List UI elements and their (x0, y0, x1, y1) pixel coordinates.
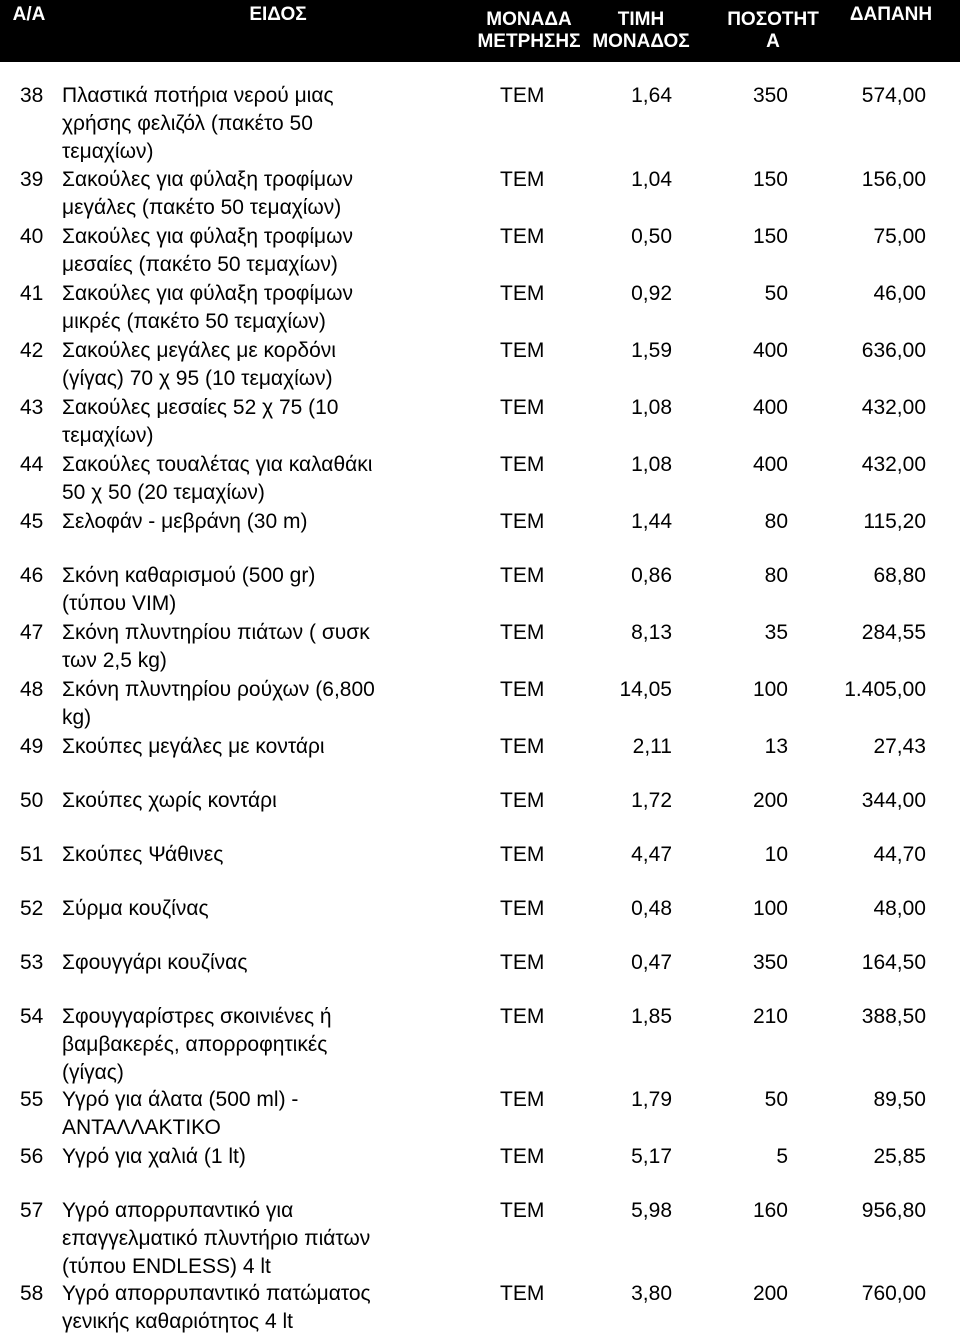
item-description: Σακούλες μεγάλες με κορδόνι (γίγας) 70 χ 95 (10 τεμαχίων) (62, 339, 336, 390)
quantity: 150 (752, 168, 788, 191)
row-number: 39 (20, 168, 44, 191)
item-description: Σελοφάν - μεβράνη (30 m) (62, 510, 308, 533)
unit-price: 1,64 (631, 84, 672, 107)
unit-of-measure: ΤΕΜ (500, 1088, 545, 1111)
total-cost: 44,70 (873, 843, 926, 866)
unit-of-measure: ΤΕΜ (500, 1199, 545, 1222)
total-cost: 636,00 (861, 339, 926, 362)
unit-price: 1,08 (631, 453, 672, 476)
item-description: Σακούλες μεσαίες 52 χ 75 (10 τεμαχίων) (62, 396, 339, 447)
unit-price: 5,98 (631, 1199, 672, 1222)
row-number: 55 (20, 1088, 44, 1111)
item-description: Σφουγγαρίστρες σκοινιένες ή βαμβακερές, απορροφητικές (γίγας) (62, 1005, 332, 1084)
total-cost: 574,00 (861, 84, 926, 107)
quantity: 13 (764, 735, 788, 758)
item-description: Σύρμα κουζίνας (62, 897, 209, 920)
quantity: 80 (764, 564, 788, 587)
header-qty-label: ΠΟΣΟΤΗΤ Α (727, 9, 819, 52)
header-qty (718, 0, 828, 62)
total-cost: 1.405,00 (844, 678, 926, 701)
unit-price: 1,72 (631, 789, 672, 812)
row-number: 50 (20, 789, 44, 812)
quantity: 160 (752, 1199, 788, 1222)
quantity: 350 (752, 84, 788, 107)
quantity: 50 (764, 1088, 788, 1111)
unit-price: 3,80 (631, 1282, 672, 1305)
unit-of-measure: ΤΕΜ (500, 84, 545, 107)
header-price (586, 0, 696, 62)
unit-of-measure: ΤΕΜ (500, 510, 545, 533)
total-cost: 432,00 (861, 396, 926, 419)
row-number: 43 (20, 396, 44, 419)
quantity: 200 (752, 789, 788, 812)
item-description: Σκόνη πλυντηρίου πιάτων ( συσκ των 2,5 kg) (62, 621, 370, 672)
total-cost: 760,00 (861, 1282, 926, 1305)
unit-of-measure: ΤΕΜ (500, 453, 545, 476)
quantity: 5 (776, 1145, 788, 1168)
unit-price: 1,08 (631, 396, 672, 419)
table-header (0, 0, 960, 62)
item-description: Σκούπες χωρίς κοντάρι (62, 789, 277, 812)
quantity: 200 (752, 1282, 788, 1305)
item-description: Σκούπες Ψάθινες (62, 843, 224, 866)
row-number: 49 (20, 735, 44, 758)
item-description: Σκόνη καθαρισμού (500 gr) (τύπου VIM) (62, 564, 316, 615)
quantity: 35 (764, 621, 788, 644)
row-number: 42 (20, 339, 44, 362)
unit-of-measure: ΤΕΜ (500, 621, 545, 644)
total-cost: 89,50 (873, 1088, 926, 1111)
total-cost: 164,50 (861, 951, 926, 974)
unit-of-measure: ΤΕΜ (500, 789, 545, 812)
unit-price: 4,47 (631, 843, 672, 866)
unit-price: 0,92 (631, 282, 672, 305)
total-cost: 956,80 (861, 1199, 926, 1222)
unit-of-measure: ΤΕΜ (500, 735, 545, 758)
unit-of-measure: ΤΕΜ (500, 339, 545, 362)
unit-of-measure: ΤΕΜ (500, 897, 545, 920)
unit-of-measure: ΤΕΜ (500, 843, 545, 866)
header-item (58, 0, 498, 62)
item-description: Σακούλες για φύλαξη τροφίμων μικρές (πακέτο 50 τεμαχίων) (62, 282, 354, 333)
header-price-label: ΤΙΜΗ ΜΟΝΑΔΟΣ (592, 9, 690, 52)
row-number: 51 (20, 843, 44, 866)
quantity: 350 (752, 951, 788, 974)
total-cost: 156,00 (861, 168, 926, 191)
row-number: 58 (20, 1282, 44, 1305)
item-description: Υγρό απορρυπαντικό πατώματος γενικής καθαριότητος 4 lt (62, 1282, 371, 1333)
unit-price: 0,48 (631, 897, 672, 920)
quantity: 50 (764, 282, 788, 305)
row-number: 41 (20, 282, 44, 305)
item-description: Πλαστικά ποτήρια νερού μιας χρήσης φελιζόλ (πακέτο 50 τεμαχίων) (62, 84, 334, 163)
item-description: Υγρό για άλατα (500 ml) - ΑΝΤΑΛΛΑΚΤΙΚΟ (62, 1088, 299, 1139)
unit-of-measure: ΤΕΜ (500, 678, 545, 701)
unit-of-measure: ΤΕΜ (500, 396, 545, 419)
row-number: 38 (20, 84, 44, 107)
header-unit-label: ΜΟΝΑΔΑ ΜΕΤΡΗΣΗΣ (477, 9, 581, 52)
total-cost: 115,20 (863, 510, 926, 533)
quantity: 150 (752, 225, 788, 248)
unit-price: 5,17 (631, 1145, 672, 1168)
total-cost: 388,50 (861, 1005, 926, 1028)
unit-price: 1,79 (631, 1088, 672, 1111)
quantity: 400 (752, 396, 788, 419)
row-number: 44 (20, 453, 44, 476)
unit-price: 0,47 (631, 951, 672, 974)
header-cost-label: ΔΑΠΑΝΗ (849, 4, 933, 25)
quantity: 100 (752, 678, 788, 701)
quantity: 100 (752, 897, 788, 920)
unit-of-measure: ΤΕΜ (500, 564, 545, 587)
unit-of-measure: ΤΕΜ (500, 225, 545, 248)
quantity: 10 (764, 843, 788, 866)
row-number: 54 (20, 1005, 44, 1028)
item-description: Υγρό απορρυπαντικό για επαγγελματικό πλυντήριο πιάτων (τύπου ENDLESS) 4 lt (62, 1199, 371, 1278)
total-cost: 75,00 (873, 225, 926, 248)
item-description: Σακούλες για φύλαξη τροφίμων μεγάλες (πακέτο 50 τεμαχίων) (62, 168, 354, 219)
unit-of-measure: ΤΕΜ (500, 282, 545, 305)
total-cost: 48,00 (873, 897, 926, 920)
unit-of-measure: ΤΕΜ (500, 951, 545, 974)
total-cost: 284,55 (861, 621, 926, 644)
header-unit (474, 0, 584, 62)
unit-price: 1,59 (631, 339, 672, 362)
row-number: 56 (20, 1145, 44, 1168)
total-cost: 27,43 (873, 735, 926, 758)
total-cost: 432,00 (861, 453, 926, 476)
header-aa-label: Α/Α (12, 4, 46, 25)
row-number: 48 (20, 678, 44, 701)
header-aa (0, 0, 58, 62)
total-cost: 46,00 (873, 282, 926, 305)
unit-price: 14,05 (619, 678, 672, 701)
row-number: 40 (20, 225, 44, 248)
item-description: Σφουγγάρι κουζίνας (62, 951, 248, 974)
row-number: 46 (20, 564, 44, 587)
total-cost: 344,00 (861, 789, 926, 812)
unit-price: 1,04 (631, 168, 672, 191)
item-description: Σακούλες για φύλαξη τροφίμων μεσαίες (πακέτο 50 τεμαχίων) (62, 225, 354, 276)
total-cost: 25,85 (873, 1145, 926, 1168)
unit-price: 0,50 (631, 225, 672, 248)
unit-of-measure: ΤΕΜ (500, 1005, 545, 1028)
unit-price: 2,11 (632, 735, 672, 758)
unit-price: 1,44 (631, 510, 672, 533)
header-item-label: ΕΙΔΟΣ (249, 4, 307, 25)
total-cost: 68,80 (873, 564, 926, 587)
quantity: 400 (752, 453, 788, 476)
header-cost (822, 0, 960, 62)
item-description: Σκούπες μεγάλες με κοντάρι (62, 735, 325, 758)
quantity: 80 (764, 510, 788, 533)
row-number: 53 (20, 951, 44, 974)
quantity: 400 (752, 339, 788, 362)
item-description: Σακούλες τουαλέτας για καλαθάκι 50 χ 50 (20 τεμαχίων) (62, 453, 373, 504)
unit-price: 8,13 (631, 621, 672, 644)
row-number: 52 (20, 897, 44, 920)
unit-of-measure: ΤΕΜ (500, 1282, 545, 1305)
unit-of-measure: ΤΕΜ (500, 1145, 545, 1168)
item-description: Σκόνη πλυντηρίου ρούχων (6,800 kg) (62, 678, 375, 729)
row-number: 57 (20, 1199, 44, 1222)
unit-of-measure: ΤΕΜ (500, 168, 545, 191)
quantity: 210 (752, 1005, 788, 1028)
row-number: 47 (20, 621, 44, 644)
row-number: 45 (20, 510, 44, 533)
item-description: Υγρό για χαλιά (1 lt) (62, 1145, 246, 1168)
unit-price: 0,86 (631, 564, 672, 587)
unit-price: 1,85 (631, 1005, 672, 1028)
